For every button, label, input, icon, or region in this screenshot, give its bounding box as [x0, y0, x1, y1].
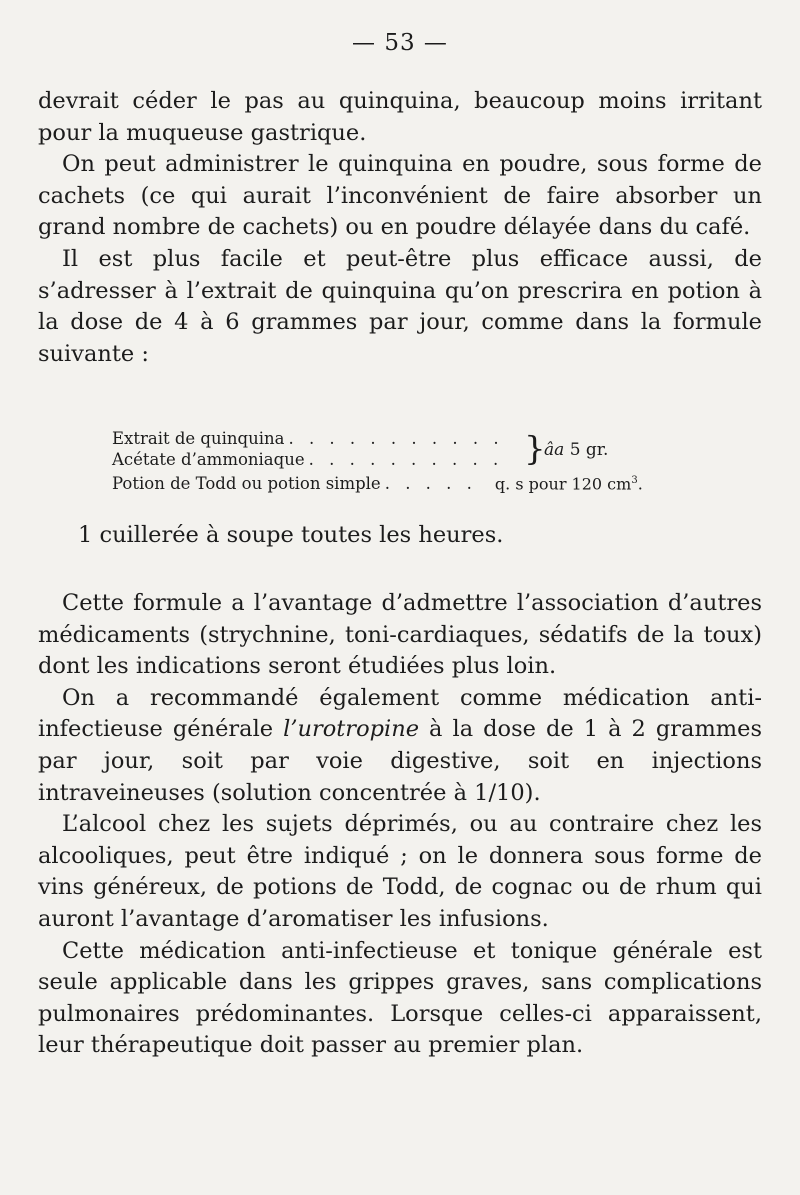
prescription-formula — [112, 428, 752, 494]
formula-row-1 — [112, 428, 752, 449]
page-number: — 53 — — [352, 30, 448, 56]
formula-aa: âa — [544, 440, 565, 460]
paragraph-5-start: On a recommandé également comme médication anti-infectieuse générale — [38, 684, 762, 743]
dose-instruction: 1 cuillerée à soupe toutes les heures. — [78, 522, 504, 548]
formula-ingredient-1: Extrait de quinquina — [112, 429, 285, 448]
formula-qs-sup: 3 — [631, 475, 638, 486]
paragraph-5-italic: l’urotropine — [283, 716, 420, 743]
text-block-bottom — [38, 588, 762, 1062]
paragraph-4: Cette formule a l’avantage d’admettre l’association d’autres médicaments (strychnine, toni-cardiaques, sédatifs de la toux) dont les indications seront étudiées plus loin. — [38, 590, 762, 680]
paragraph-5 — [38, 683, 762, 809]
formula-qs — [495, 470, 643, 494]
formula-qs-text: q. s pour 120 cm — [494, 474, 632, 494]
formula-row-2 — [112, 449, 752, 470]
paragraph-3: Il est plus facile et peut-être plus efficace aussi, de s’adresser à l’extrait de quinquina qu’on prescrira en potion à la dose de 4 à 6 grammes par jour, comme dans la formule suivante : — [38, 245, 762, 367]
formula-aa-dose — [544, 440, 608, 461]
paragraph-1: devrait céder le pas au quinquina, beaucoup moins irritant pour la muqueuse gastrique. — [38, 88, 762, 146]
formula-qs-end: . — [637, 474, 643, 494]
formula-ingredient-2: Acétate d’ammoniaque — [112, 450, 305, 469]
formula-ingredient-3: Potion de Todd ou potion simple — [112, 474, 381, 494]
formula-dots-1: . . . . . . . . . . . — [288, 429, 504, 448]
formula-dots-3: . . . . . — [384, 474, 477, 494]
paragraph-2: On peut administrer le quinquina en poudre, sous forme de cachets (ce qui aurait l’inconvénient de faire absorber un grand nombre de cachets) ou en poudre délayée dans du café. — [38, 151, 762, 241]
text-block-top — [38, 86, 762, 370]
paragraph-5-end: à la dose de 1 à 2 grammes par jour, soit par voie digestive, soit en injections intraveineuses (solution concentrée à 1/10). — [38, 716, 762, 806]
formula-dots-2: . . . . . . . . . . — [308, 450, 504, 469]
curly-brace-icon: } — [524, 430, 546, 468]
formula-aa-amount: 5 gr. — [569, 440, 609, 460]
paragraph-7: Cette médication anti-infectieuse et tonique générale est seule applicable dans les grippes graves, sans complications pulmonaires prédominantes. Lorsque celles-ci apparaissent, leur thérapeutique doit passer au premier plan. — [38, 937, 762, 1059]
paragraph-6: L’alcool chez les sujets déprimés, ou au contraire chez les alcooliques, peut être indiqué ; on le donnera sous forme de vins généreux, de potions de Todd, de cognac ou de rhum qui auront l’avantage d’aromatiser les infusions. — [38, 811, 762, 932]
formula-row-3 — [112, 470, 752, 494]
